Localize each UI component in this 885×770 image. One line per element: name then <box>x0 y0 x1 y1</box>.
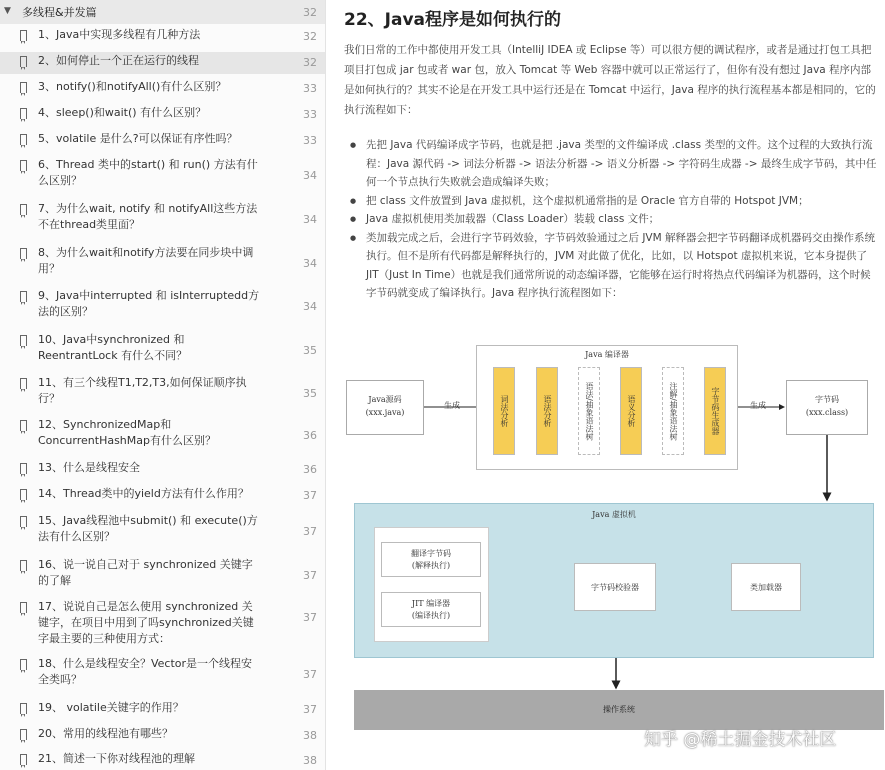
execution-flow-diagram <box>326 0 885 770</box>
bytecode-verifier-box: 字节码校验器 <box>574 563 656 611</box>
bytecode-generator-stage: 字节码生成器 <box>704 367 726 455</box>
watermark: 知乎 @稀土掘金技术社区 <box>644 730 837 750</box>
bookmark-label: 21、简述一下你对线程池的理解 <box>38 752 195 765</box>
sidebar-bookmark-item[interactable] <box>0 655 325 695</box>
bookmark-icon <box>20 489 27 500</box>
bookmark-icon <box>20 160 27 171</box>
bookmark-label: 19、 volatile关键字的作用？ <box>38 701 184 714</box>
bookmark-icon <box>20 248 27 259</box>
jit-line1: JIT 编译器 <box>411 599 451 608</box>
class-loader-box: 类加载器 <box>731 563 801 611</box>
list-item: ● 类加载完成之后，会进行字节码效验，字节码效验通过之后 JVM 解释器会把字节码翻译成机器码交由操作系统执行。但不是所有代码都是解释执行的，JVM 对此做了优化，比如，以 Hotspot 虚拟机来说，它本身提供了 JIT（Just In Time）也就是我们通常所说的动态编译器，它能够在运行时将热点代码编译为机器码，这个时候字节码就变成了编译执行。Java 程序执行流程图如下： <box>344 229 880 303</box>
sidebar-bookmark-item[interactable] <box>0 725 325 747</box>
sidebar-bookmark-item[interactable] <box>0 26 325 48</box>
sidebar-bookmark-item[interactable] <box>0 200 325 240</box>
bookmark-label: 12、SynchronizedMap和ConcurrentHashMap有什么区别？ <box>38 418 216 447</box>
bookmark-icon <box>20 56 27 67</box>
interp-line1: 翻译字节码 <box>411 549 451 558</box>
bookmark-label: 2、如何停止一个正在运行的线程 <box>38 54 199 67</box>
bookmark-icon <box>20 463 27 474</box>
page-number: 37 <box>303 668 317 681</box>
page-number: 32 <box>303 30 317 43</box>
bookmark-label: 1、Java中实现多线程有几种方法 <box>38 28 201 41</box>
bookmark-icon <box>20 30 27 41</box>
page-number: 38 <box>303 729 317 742</box>
source-code-box <box>346 380 424 435</box>
bookmark-icon <box>20 291 27 302</box>
sidebar-bookmark-item[interactable] <box>0 556 325 596</box>
bookmark-icon <box>20 754 27 765</box>
sidebar-bookmark-item[interactable] <box>0 374 325 414</box>
sidebar-section-header[interactable] <box>0 0 325 24</box>
bookmark-icon <box>20 134 27 145</box>
sidebar-bookmark-item[interactable] <box>0 244 325 284</box>
bookmark-label: 6、Thread 类中的start() 和 run() 方法有什么区别？ <box>38 158 258 187</box>
sidebar-bookmark-item[interactable] <box>0 287 325 327</box>
page-number: 37 <box>303 611 317 624</box>
document-page <box>326 0 885 770</box>
bookmark-label: 14、Thread类中的yield方法有什么作用？ <box>38 487 249 500</box>
sidebar-bookmark-item[interactable] <box>0 104 325 126</box>
sidebar-bookmark-item[interactable] <box>0 78 325 100</box>
page-number: 36 <box>303 463 317 476</box>
page-number: 34 <box>303 213 317 226</box>
page-number: 35 <box>303 387 317 400</box>
generate-label: 生成 <box>444 401 460 410</box>
page-number: 37 <box>303 703 317 716</box>
interp-line2: (解释执行) <box>411 561 451 570</box>
annotated-tree-stage: 注解/抽象语法树 <box>662 367 684 455</box>
bookmark-label: 7、为什么wait, notify 和 notifyAll这些方法不在thread类里面？ <box>38 202 258 231</box>
bookmark-label: 9、Java中interrupted 和 isInterruptedd方法的区别？ <box>38 289 260 318</box>
bytecode-box <box>786 380 868 435</box>
sidebar-bookmark-item[interactable] <box>0 485 325 507</box>
interpreter-box <box>381 542 481 577</box>
generate-label: 生成 <box>750 401 766 410</box>
bookmark-label: 10、Java中synchronized 和 ReentrantLock 有什么不同？ <box>38 333 188 362</box>
page-number: 33 <box>303 134 317 147</box>
lexical-analysis-stage: 词法分析 <box>493 367 515 455</box>
bookmark-icon <box>20 108 27 119</box>
bookmark-icon <box>20 82 27 93</box>
section-title: 多线程&并发篇 <box>22 6 97 19</box>
source-line1: Java源码 <box>368 395 402 404</box>
bytecode-line2: (xxx.class) <box>805 408 849 417</box>
bookmark-label: 13、什么是线程安全 <box>38 461 140 474</box>
bookmark-label: 16、说一说自己对于 synchronized 关键字的了解 <box>38 558 253 587</box>
page-number: 38 <box>303 754 317 767</box>
section-heading: 22、Java程序是如何执行的 <box>344 10 562 30</box>
execution-engine-frame <box>374 527 489 642</box>
bookmark-label: 15、Java线程池中submit() 和 execute()方法有什么区别？ <box>38 514 258 543</box>
bookmark-icon <box>20 516 27 527</box>
bookmark-label: 4、sleep()和wait() 有什么区别？ <box>38 106 207 119</box>
bookmark-icon <box>20 659 27 670</box>
compiler-title: Java 编译器 <box>585 350 629 359</box>
list-item: ● 先把 Java 代码编译成字节码，也就是把 .java 类型的文件编译成 .class 类型的文件。这个过程的大致执行流程：Java 源代码 -> 词法分析器 -> 语法分析器 -> 语义分析器 -> 字符码生成器 -> 最终生成字节码，其中任何一个节点执行失败就会造成编译失败； <box>344 136 880 192</box>
bookmark-icon <box>20 703 27 714</box>
bookmark-label: 3、notify()和notifyAll()有什么区别？ <box>38 80 227 93</box>
sidebar-bookmark-item[interactable] <box>0 331 325 371</box>
page-number: 36 <box>303 429 317 442</box>
intro-paragraph: 我们日常的工作中都使用开发工具（IntelliJ IDEA 或 Eclipse 等）可以很方便的调试程序，或者是通过打包工具把项目打包成 jar 包或者 war 包，放入 Tomcat 等 Web 容器中就可以正常运行了，但你有没有想过 Java 程序内部是如何执行的？其实不论是在开发工具中运行还是在 Tomcat 中运行，Java 程序的执行流程基本都是相同的，它的执行流程如下： <box>344 44 876 116</box>
page-number: 34 <box>303 257 317 270</box>
sidebar-bookmark-item[interactable] <box>0 156 325 196</box>
operating-system-box: 操作系统 <box>354 690 884 730</box>
collapse-triangle-icon[interactable]: ▼ <box>4 6 11 16</box>
bookmark-label: 11、有三个线程T1,T2,T3,如何保证顺序执行？ <box>38 376 247 405</box>
page-number: 32 <box>303 56 317 69</box>
source-line2: (xxx.java) <box>365 408 405 417</box>
bookmark-icon <box>20 335 27 346</box>
bytecode-line1: 字节码 <box>815 395 839 404</box>
jvm-title: Java 虚拟机 <box>592 510 636 519</box>
sidebar-bookmark-item[interactable] <box>0 699 325 721</box>
bookmark-icon <box>20 560 27 571</box>
page-number: 32 <box>303 6 317 19</box>
list-item: ● 把 class 文件放置到 Java 虚拟机，这个虚拟机通常指的是 Oracle 官方自带的 Hotspot JVM； <box>344 192 880 211</box>
bookmark-icon <box>20 420 27 431</box>
page-number: 33 <box>303 108 317 121</box>
syntax-tree-stage: 语法/抽象语法树 <box>578 367 600 455</box>
bookmark-label: 8、为什么wait和notify方法要在同步块中调用？ <box>38 246 254 275</box>
sidebar-bookmark-item[interactable] <box>0 750 325 770</box>
page-number: 37 <box>303 569 317 582</box>
bookmark-icon <box>20 729 27 740</box>
bookmark-label: 17、说说自己是怎么使用 synchronized 关键字，在项目中用到了吗synchronized关键字最主要的三种使用方式： <box>38 600 254 645</box>
jit-line2: (编译执行) <box>411 611 451 620</box>
bookmark-icon <box>20 602 27 613</box>
sidebar-bookmark-item[interactable] <box>0 459 325 481</box>
semantic-analysis-stage: 语义分析 <box>620 367 642 455</box>
jit-compiler-box <box>381 592 481 627</box>
bookmark-icon <box>20 378 27 389</box>
page-number: 34 <box>303 169 317 182</box>
page-number: 34 <box>303 300 317 313</box>
bookmark-label: 5、volatile 是什么?可以保证有序性吗？ <box>38 132 238 145</box>
sidebar-bookmark-item[interactable] <box>0 52 325 74</box>
sidebar-bookmark-item[interactable] <box>0 416 325 456</box>
page-number: 35 <box>303 344 317 357</box>
syntax-analysis-stage: 语法分析 <box>536 367 558 455</box>
sidebar-bookmark-item[interactable] <box>0 130 325 152</box>
bookmark-label: 20、常用的线程池有哪些？ <box>38 727 173 740</box>
java-compiler-box <box>476 345 738 470</box>
page-number: 37 <box>303 525 317 538</box>
bookmark-label: 18、什么是线程安全？Vector是一个线程安全类吗？ <box>38 657 253 686</box>
page-number: 37 <box>303 489 317 502</box>
sidebar-bookmark-item[interactable] <box>0 512 325 552</box>
sidebar-bookmark-item[interactable] <box>0 598 325 650</box>
page-number: 33 <box>303 82 317 95</box>
list-item: ● Java 虚拟机使用类加载器（Class Loader）装载 class 文件； <box>344 210 880 229</box>
bookmark-sidebar <box>0 0 326 770</box>
bookmark-icon <box>20 204 27 215</box>
